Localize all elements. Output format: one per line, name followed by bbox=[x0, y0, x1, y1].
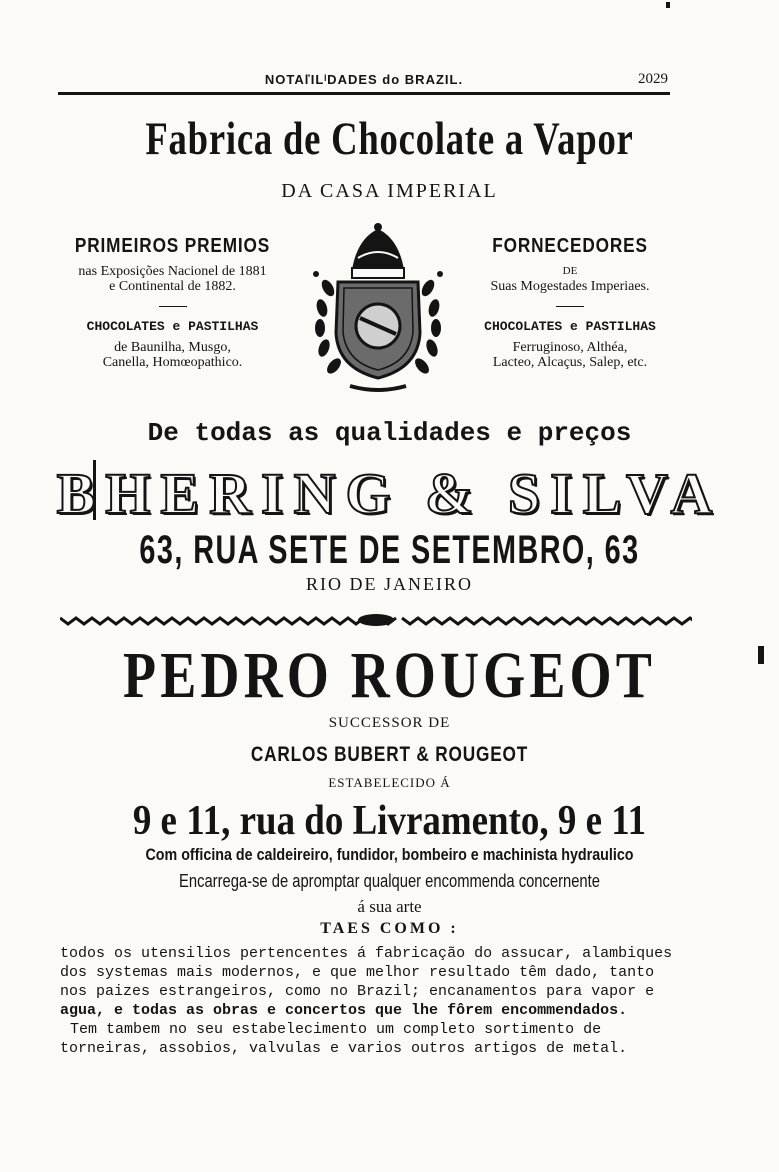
ad1-right-line: DE bbox=[562, 265, 578, 277]
ad2-previous-firm: CARLOS BUBERT & ROUGEOT bbox=[250, 743, 529, 766]
ad1-subtitle: DA CASA IMPERIAL bbox=[281, 180, 498, 202]
ad1-city: RIO DE JANEIRO bbox=[306, 574, 473, 594]
body-line: dos systemas mais modernos, e que melhor resultado têm dado, tanto bbox=[60, 964, 655, 981]
print-mark bbox=[758, 646, 764, 664]
ad1-right-line: Ferruginoso, Althéa, bbox=[512, 340, 628, 355]
ad1-right-line: Lacteo, Alcaçus, Salep, etc. bbox=[492, 355, 648, 370]
divider-rule bbox=[159, 306, 187, 307]
ad1-left-line: Canella, Homœopathico. bbox=[102, 355, 243, 370]
ad2-order-line: Encarrega-se de apromptar qualquer encommenda concernente bbox=[179, 871, 600, 891]
running-title: NOTAľILˡDADES do BRAZIL. bbox=[264, 72, 464, 87]
ornamental-divider-icon bbox=[60, 612, 692, 628]
body-line: Tem tambem no seu estabelecimento um completo sortimento de bbox=[70, 1021, 602, 1038]
ad1-address: 63, RUA SETE DE SETEMBRO, 63 bbox=[139, 528, 640, 572]
ad2-established: ESTABELECIDO Á bbox=[328, 775, 451, 790]
body-line: nos paizes estrangeiros, como no Brazil; encanamentos para vapor e bbox=[60, 983, 655, 1000]
ad2-workshop: Com officina de caldeireiro, fundidor, bombeiro e machinista hydraulico bbox=[145, 845, 634, 864]
ad2-taes-como: TAES COMO : bbox=[320, 920, 459, 937]
imperial-coat-of-arms-icon bbox=[298, 218, 458, 398]
ad1-title: Fabrica de Chocolate a Vapor bbox=[145, 113, 634, 165]
body-line: agua, e todas as obras e concertos que lhe fôrem encommendados. bbox=[60, 1002, 628, 1019]
ad1-left-heading: PRIMEIROS PREMIOS bbox=[74, 235, 271, 257]
ad2-address: 9 e 11, rua do Livramento, 9 e 11 bbox=[132, 798, 647, 844]
ad1-left-subheading: CHOCOLATES e PASTILHAS bbox=[86, 319, 259, 334]
divider-rule bbox=[556, 306, 584, 307]
body-line: todos os utensilios pertencentes á fabricação do assucar, alambiques bbox=[60, 945, 673, 962]
ad1-firm-name: BHERING & SILVA bbox=[56, 461, 723, 526]
print-mark bbox=[666, 2, 670, 8]
ad1-tagline: De todas as qualidades e preços bbox=[147, 418, 632, 448]
ad1-right-line: Suas Mogestades Imperiaes. bbox=[490, 279, 650, 294]
ad2-name: PEDRO ROUGEOT bbox=[123, 639, 656, 712]
ad1-left-line: nas Exposições Nacionel de 1881 bbox=[78, 264, 267, 279]
ad1-left-line: e Continental de 1882. bbox=[109, 279, 236, 294]
ad1-right-subheading: CHOCOLATES e PASTILHAS bbox=[484, 319, 656, 334]
ad2-successor: SUCCESSOR DE bbox=[328, 715, 451, 731]
ad2-body-text bbox=[60, 944, 700, 1058]
ad1-left-line: de Baunilha, Musgo, bbox=[114, 340, 231, 355]
body-line: torneiras, assobios, valvulas e varios outros artigos de metal. bbox=[60, 1040, 628, 1057]
page-header bbox=[58, 70, 670, 95]
ad1-left-column bbox=[55, 235, 290, 370]
ad2-order-line: á sua arte bbox=[357, 897, 422, 916]
ad1-right-heading: FORNECEDORES bbox=[492, 235, 648, 257]
page-number: 2029 bbox=[638, 71, 668, 87]
ad1-right-column bbox=[455, 235, 685, 370]
